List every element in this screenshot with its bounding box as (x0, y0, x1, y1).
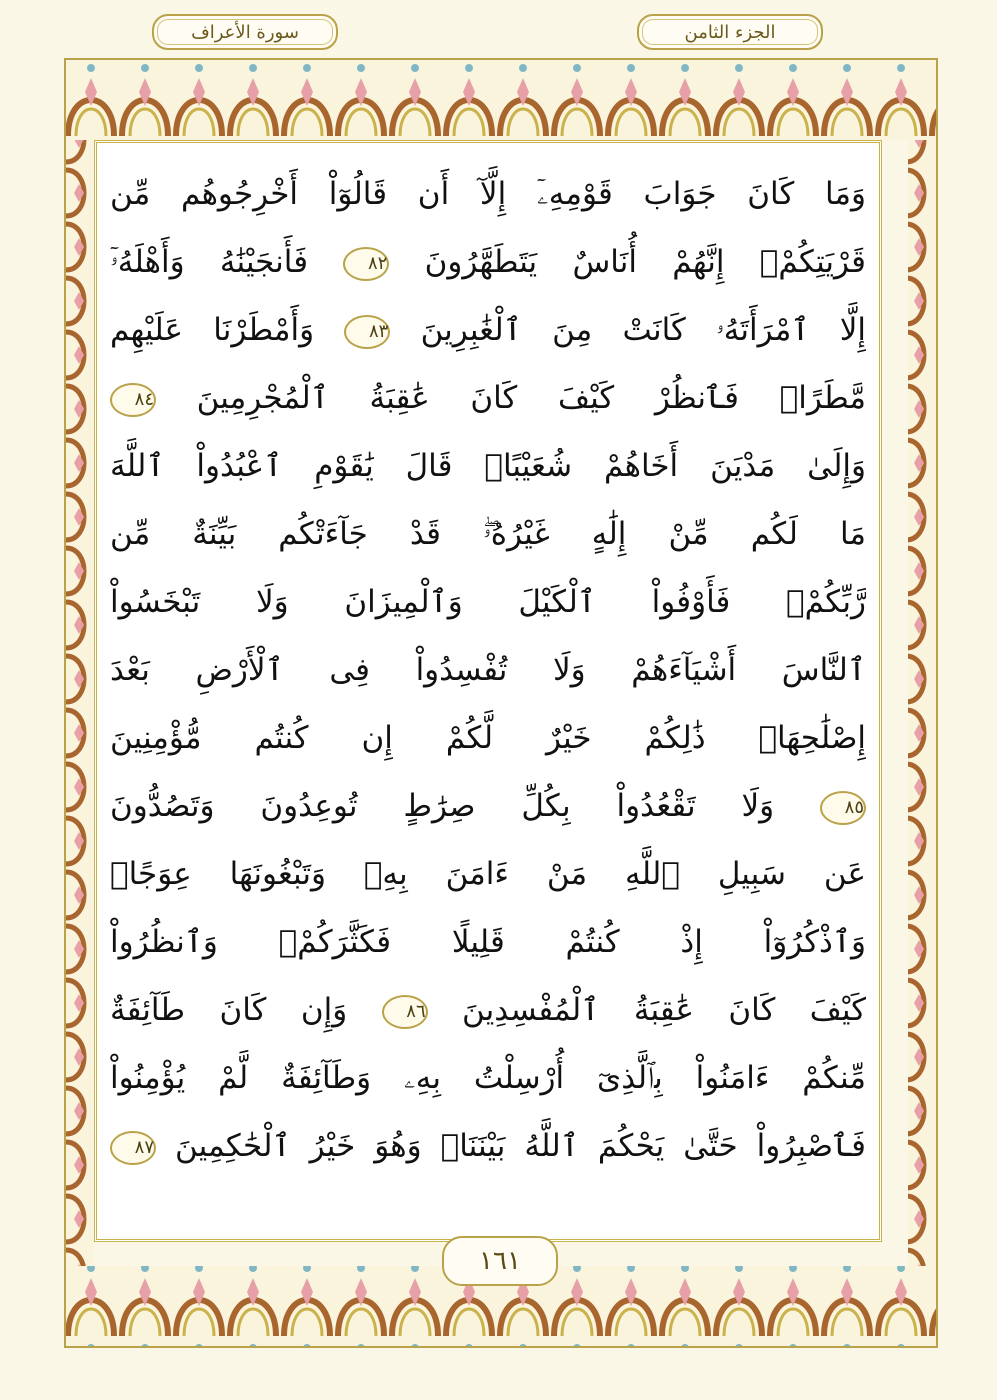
text-line-1: وَمَا كَانَ جَوَابَ قَوْمِهِۦٓ إِلَّآ أَن قَالُوٓاْ أَخْرِجُوهُم مِّن (110, 176, 866, 212)
text-line-3: إِلَّا ٱمْرَأَتَهُۥ كَانَتْ مِنَ ٱلْغَٰبِرِينَ ٨٣ وَأَمْطَرْنَا عَلَيْهِم (110, 312, 866, 348)
ayah-number-marker: ٨٤ (110, 383, 156, 417)
ayah-number-marker: ٨٢ (343, 247, 389, 281)
page-header (0, 14, 997, 48)
text-line-11: عَن سَبِيلِ ٱللَّهِ مَنْ ءَامَنَ بِهِۦ وَتَبْغُونَهَا عِوَجًاۚ (110, 856, 866, 892)
text-line-13: كَيْفَ كَانَ عَٰقِبَةُ ٱلْمُفْسِدِينَ ٨٦ وَإِن كَانَ طَآئِفَةٌ (110, 992, 866, 1028)
text-line-6: مَا لَكُم مِّنْ إِلَٰهٍ غَيْرُهُۥۖ قَدْ جَآءَتْكُم بَيِّنَةٌ مِّن (110, 516, 866, 552)
text-line-5: وَإِلَىٰ مَدْيَنَ أَخَاهُمْ شُعَيْبًاۗ قَالَ يَٰقَوْمِ ٱعْبُدُواْ ٱللَّهَ (110, 448, 866, 484)
text-line-8: ٱلنَّاسَ أَشْيَآءَهُمْ وَلَا تُفْسِدُواْ فِى ٱلْأَرْضِ بَعْدَ (110, 652, 866, 688)
text-line-4: مَّطَرًاۖ فَٱنظُرْ كَيْفَ كَانَ عَٰقِبَةُ ٱلْمُجْرِمِينَ ٨٤ (110, 364, 866, 432)
text-line-14: مِّنكُمْ ءَامَنُواْ بِٱلَّذِىٓ أُرْسِلْتُ بِهِۦ وَطَآئِفَةٌ لَّمْ يُؤْمِنُواْ (110, 1060, 866, 1096)
text-line-9: إِصْلَٰحِهَاۚ ذَٰلِكُمْ خَيْرٌ لَّكُمْ إِن كُنتُم مُّؤْمِنِينَ (110, 720, 866, 756)
page-number: ١٦١ (442, 1236, 558, 1286)
text-line-7: رَّبِّكُمْۖ فَأَوْفُواْ ٱلْكَيْلَ وَٱلْمِيزَانَ وَلَا تَبْخَسُواْ (110, 584, 866, 620)
text-line-15: فَٱصْبِرُواْ حَتَّىٰ يَحْكُمَ ٱللَّهُ بَيْنَنَاۚ وَهُوَ خَيْرُ ٱلْحَٰكِمِينَ ٨٧ (110, 1112, 866, 1180)
ayah-number-marker: ٨٦ (382, 995, 428, 1029)
quran-text (110, 160, 866, 1240)
ayah-number-marker: ٨٥ (820, 791, 866, 825)
text-line-12: وَٱذْكُرُوٓاْ إِذْ كُنتُمْ قَلِيلًا فَكَثَّرَكُمْۖ وَٱنظُرُواْ (110, 924, 866, 960)
surah-name: سورة الأعراف (191, 21, 299, 43)
ayah-number-marker: ٨٧ (110, 1131, 156, 1165)
surah-name-cartouche (152, 14, 338, 50)
text-line-10: ٨٥ وَلَا تَقْعُدُواْ بِكُلِّ صِرَٰطٍ تُوعِدُونَ وَتَصُدُّونَ (110, 788, 865, 824)
ayah-number-marker: ٨٣ (344, 315, 390, 349)
juz-name-cartouche (637, 14, 823, 50)
text-line-2: قَرْيَتِكُمْۖ إِنَّهُمْ أُنَاسٌ يَتَطَهَّرُونَ ٨٢ فَأَنجَيْنَٰهُ وَأَهْلَهُۥٓ (110, 244, 866, 280)
juz-name: الجزء الثامن (684, 21, 776, 43)
